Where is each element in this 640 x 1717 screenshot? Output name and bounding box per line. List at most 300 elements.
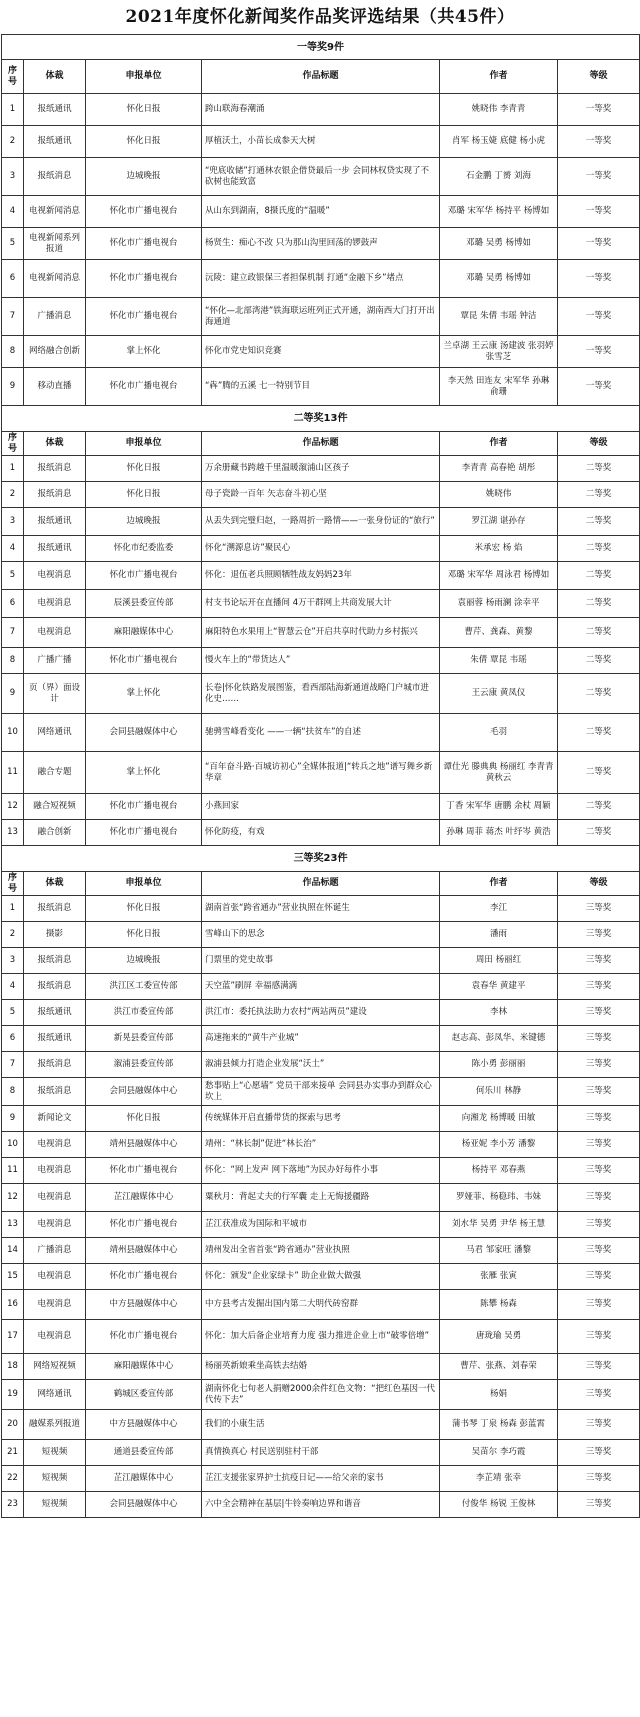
table-row xyxy=(2,260,640,298)
cell-level: 二等奖 xyxy=(558,508,640,536)
cell-genre: 电视新闻消息 xyxy=(24,260,86,298)
cell-unit: 怀化市广播电视台 xyxy=(86,1320,202,1354)
cell-no: 11 xyxy=(2,1158,24,1184)
cell-genre: 融媒系列报道 xyxy=(24,1410,86,1440)
cell-author: 袁春华 黄建平 xyxy=(440,974,558,1000)
cell-author: 杨持平 邓春燕 xyxy=(440,1158,558,1184)
cell-author: 姚晓伟 xyxy=(440,482,558,508)
cell-work-title: 怀化市党史知识竞赛 xyxy=(202,336,440,368)
header-level: 等级 xyxy=(558,60,640,94)
table-row xyxy=(2,1466,640,1492)
cell-level: 二等奖 xyxy=(558,536,640,562)
cell-author: 李天然 田连友 宋军华 孙琳 俞珊 xyxy=(440,368,558,406)
cell-no: 3 xyxy=(2,508,24,536)
cell-work-title: “犇”腾的五溪 七一特别节目 xyxy=(202,368,440,406)
cell-no: 15 xyxy=(2,1264,24,1290)
cell-no: 2 xyxy=(2,922,24,948)
cell-author: 曹芹、张燕、刘春荣 xyxy=(440,1354,558,1380)
cell-no: 17 xyxy=(2,1320,24,1354)
cell-work-title: 慢火车上的“带货达人” xyxy=(202,648,440,674)
cell-work-title: 长卷|怀化铁路发展图鉴，看西部陆海新通道战略门户城市进化史…… xyxy=(202,674,440,714)
cell-unit: 怀化市广播电视台 xyxy=(86,1212,202,1238)
cell-author: 陈攀 杨森 xyxy=(440,1290,558,1320)
cell-genre: 电视消息 xyxy=(24,1132,86,1158)
cell-author: 杨亚妮 李小芳 潘黎 xyxy=(440,1132,558,1158)
cell-unit: 会同县融媒体中心 xyxy=(86,1078,202,1106)
cell-unit: 怀化日报 xyxy=(86,896,202,922)
cell-level: 三等奖 xyxy=(558,948,640,974)
header-author: 作者 xyxy=(440,432,558,456)
section-title-row xyxy=(2,35,640,60)
cell-genre: 融合专题 xyxy=(24,752,86,794)
table-row xyxy=(2,1320,640,1354)
cell-work-title: 怀化：退伍老兵照顾牺牲战友妈妈23年 xyxy=(202,562,440,590)
table-row xyxy=(2,1212,640,1238)
cell-level: 二等奖 xyxy=(558,674,640,714)
cell-work-title: 麻阳特色水果用上“智慧云仓”开启共享时代助力乡村振兴 xyxy=(202,618,440,648)
cell-unit: 怀化市广播电视台 xyxy=(86,260,202,298)
cell-genre: 电视消息 xyxy=(24,1212,86,1238)
cell-level: 三等奖 xyxy=(558,1132,640,1158)
cell-level: 二等奖 xyxy=(558,590,640,618)
cell-no: 22 xyxy=(2,1466,24,1492)
cell-no: 7 xyxy=(2,298,24,336)
cell-genre: 电视消息 xyxy=(24,1264,86,1290)
header-no: 序号 xyxy=(2,872,24,896)
cell-unit: 边城晚报 xyxy=(86,948,202,974)
cell-author: 曹芹、龚森、黄黎 xyxy=(440,618,558,648)
cell-level: 二等奖 xyxy=(558,562,640,590)
cell-genre: 短视频 xyxy=(24,1466,86,1492)
cell-genre: 融合短视频 xyxy=(24,794,86,820)
cell-no: 16 xyxy=(2,1290,24,1320)
cell-author: 邓璐 宋军华 杨持平 杨博如 xyxy=(440,196,558,228)
table-row xyxy=(2,820,640,846)
table-row xyxy=(2,1106,640,1132)
cell-genre: 电视消息 xyxy=(24,1184,86,1212)
cell-work-title: 杨贤生：痴心不改 只为那山沟里回荡的锣鼓声 xyxy=(202,228,440,260)
table-row xyxy=(2,456,640,482)
cell-work-title: “兜底收储”打通林农银企借贷最后一步 会同林权贷实现了不砍树也能致富 xyxy=(202,158,440,196)
cell-genre: 短视频 xyxy=(24,1440,86,1466)
table-row xyxy=(2,482,640,508)
table-row xyxy=(2,1184,640,1212)
table-row xyxy=(2,648,640,674)
cell-no: 2 xyxy=(2,482,24,508)
cell-no: 8 xyxy=(2,648,24,674)
header-genre: 体裁 xyxy=(24,432,86,456)
cell-genre: 报纸消息 xyxy=(24,482,86,508)
cell-genre: 电视消息 xyxy=(24,618,86,648)
cell-work-title: 湖南首张“跨省通办”营业执照在怀诞生 xyxy=(202,896,440,922)
cell-genre: 广播消息 xyxy=(24,298,86,336)
table-row xyxy=(2,1000,640,1026)
cell-level: 三等奖 xyxy=(558,974,640,1000)
cell-no: 5 xyxy=(2,1000,24,1026)
cell-work-title: 从丢失到完璧归赵，一路周折一路情——一张身份证的“旅行” xyxy=(202,508,440,536)
cell-work-title: 怀化“溯源息访”聚民心 xyxy=(202,536,440,562)
table-row xyxy=(2,126,640,158)
cell-level: 一等奖 xyxy=(558,368,640,406)
cell-author: 李芷靖 张幸 xyxy=(440,1466,558,1492)
cell-unit: 靖州县融媒体中心 xyxy=(86,1132,202,1158)
cell-level: 三等奖 xyxy=(558,1466,640,1492)
cell-level: 三等奖 xyxy=(558,1106,640,1132)
cell-unit: 中方县融媒体中心 xyxy=(86,1290,202,1320)
cell-level: 三等奖 xyxy=(558,1052,640,1078)
cell-genre: 电视消息 xyxy=(24,1158,86,1184)
cell-unit: 新晃县委宣传部 xyxy=(86,1026,202,1052)
cell-unit: 鹤城区委宣传部 xyxy=(86,1380,202,1410)
cell-unit: 怀化市广播电视台 xyxy=(86,794,202,820)
cell-author: 邓璐 吴勇 杨博如 xyxy=(440,260,558,298)
cell-author: 杨娟 xyxy=(440,1380,558,1410)
cell-level: 一等奖 xyxy=(558,260,640,298)
cell-unit: 怀化市广播电视台 xyxy=(86,648,202,674)
cell-work-title: 村支书论坛开在直播间 4万干群网上共商发展大计 xyxy=(202,590,440,618)
cell-author: 李江 xyxy=(440,896,558,922)
cell-work-title: “百年奋斗路·百城访初心”全媒体报道|“转兵之地”谱写舞乡新华章 xyxy=(202,752,440,794)
table-row xyxy=(2,1440,640,1466)
cell-genre: 报纸消息 xyxy=(24,896,86,922)
cell-author: 孙琳 周菲 蒋杰 叶纾岑 黄浩 xyxy=(440,820,558,846)
cell-author: 李林 xyxy=(440,1000,558,1026)
table-row xyxy=(2,536,640,562)
cell-author: 何乐川 林静 xyxy=(440,1078,558,1106)
cell-level: 三等奖 xyxy=(558,1212,640,1238)
cell-level: 一等奖 xyxy=(558,94,640,126)
cell-no: 5 xyxy=(2,228,24,260)
cell-work-title: “怀化—北部湾港”铁海联运班列正式开通，湖南西大门打开出海通道 xyxy=(202,298,440,336)
cell-author: 李青青 高春艳 胡彤 xyxy=(440,456,558,482)
table-row xyxy=(2,674,640,714)
cell-work-title: 粟秋月：背起丈夫的行军囊 走上无悔援疆路 xyxy=(202,1184,440,1212)
cell-author: 马君 邹家旺 潘黎 xyxy=(440,1238,558,1264)
cell-work-title: 怀化：颁发“企业家绿卡” 助企业做大做强 xyxy=(202,1264,440,1290)
section-title: 三等奖23件 xyxy=(2,846,640,872)
header-level: 等级 xyxy=(558,432,640,456)
table-row xyxy=(2,1052,640,1078)
cell-author: 谭仕光 滕典典 杨丽红 李青青 黄秋云 xyxy=(440,752,558,794)
cell-unit: 中方县融媒体中心 xyxy=(86,1410,202,1440)
cell-unit: 怀化市广播电视台 xyxy=(86,368,202,406)
cell-no: 8 xyxy=(2,1078,24,1106)
cell-level: 一等奖 xyxy=(558,228,640,260)
cell-unit: 边城晚报 xyxy=(86,158,202,196)
header-genre: 体裁 xyxy=(24,872,86,896)
table-row xyxy=(2,1264,640,1290)
cell-genre: 移动直播 xyxy=(24,368,86,406)
table-row xyxy=(2,1078,640,1106)
cell-no: 14 xyxy=(2,1238,24,1264)
cell-no: 10 xyxy=(2,1132,24,1158)
cell-genre: 报纸消息 xyxy=(24,974,86,1000)
header-row xyxy=(2,60,640,94)
cell-genre: 摄影 xyxy=(24,922,86,948)
cell-level: 三等奖 xyxy=(558,1354,640,1380)
cell-author: 向湘龙 杨博暖 田敏 xyxy=(440,1106,558,1132)
cell-work-title: 小燕回家 xyxy=(202,794,440,820)
table-row xyxy=(2,1132,640,1158)
table-row xyxy=(2,1410,640,1440)
table-row xyxy=(2,618,640,648)
cell-level: 三等奖 xyxy=(558,896,640,922)
cell-no: 13 xyxy=(2,1212,24,1238)
cell-author: 吴苗尔 李巧霞 xyxy=(440,1440,558,1466)
cell-unit: 怀化日报 xyxy=(86,456,202,482)
cell-author: 米承宏 杨 焰 xyxy=(440,536,558,562)
cell-no: 1 xyxy=(2,94,24,126)
cell-unit: 辰溪县委宣传部 xyxy=(86,590,202,618)
cell-author: 周田 杨丽红 xyxy=(440,948,558,974)
cell-work-title: 芷江获准成为国际和平城市 xyxy=(202,1212,440,1238)
table-row xyxy=(2,1380,640,1410)
cell-author: 覃昆 朱倩 韦瑶 钟洁 xyxy=(440,298,558,336)
cell-author: 唐珑瑜 吴勇 xyxy=(440,1320,558,1354)
cell-genre: 广播广播 xyxy=(24,648,86,674)
cell-work-title: 溆浦县倾力打造企业发展“沃土” xyxy=(202,1052,440,1078)
cell-level: 三等奖 xyxy=(558,1158,640,1184)
cell-genre: 报纸消息 xyxy=(24,1078,86,1106)
header-unit: 申报单位 xyxy=(86,60,202,94)
cell-work-title: 我们的小康生活 xyxy=(202,1410,440,1440)
table-row xyxy=(2,922,640,948)
cell-no: 7 xyxy=(2,1052,24,1078)
cell-genre: 融合创新 xyxy=(24,820,86,846)
cell-author: 刘水华 吴勇 尹华 杨王慧 xyxy=(440,1212,558,1238)
header-work: 作品标题 xyxy=(202,60,440,94)
table-row xyxy=(2,590,640,618)
cell-genre: 网络短视频 xyxy=(24,1354,86,1380)
cell-work-title: 万余册藏书跨越千里温暖溆浦山区孩子 xyxy=(202,456,440,482)
cell-genre: 电视消息 xyxy=(24,1290,86,1320)
cell-genre: 报纸通讯 xyxy=(24,126,86,158)
cell-genre: 报纸消息 xyxy=(24,1052,86,1078)
cell-unit: 洪江区工委宣传部 xyxy=(86,974,202,1000)
cell-author: 潘雨 xyxy=(440,922,558,948)
table-row xyxy=(2,1492,640,1518)
table-row xyxy=(2,158,640,196)
cell-no: 12 xyxy=(2,1184,24,1212)
cell-no: 3 xyxy=(2,948,24,974)
cell-no: 4 xyxy=(2,196,24,228)
cell-unit: 边城晚报 xyxy=(86,508,202,536)
cell-work-title: 靖州发出全省首张“跨省通办”营业执照 xyxy=(202,1238,440,1264)
cell-genre: 电视新闻系列报道 xyxy=(24,228,86,260)
cell-level: 三等奖 xyxy=(558,1320,640,1354)
cell-unit: 通道县委宣传部 xyxy=(86,1440,202,1466)
cell-no: 6 xyxy=(2,1026,24,1052)
cell-work-title: 驰骋雪峰看变化 ——一辆“扶贫车”的自述 xyxy=(202,714,440,752)
cell-work-title: 愁事贴上“心愿墙” 党员干部来接单 会同县办实事办到群众心坎上 xyxy=(202,1078,440,1106)
cell-unit: 怀化日报 xyxy=(86,94,202,126)
cell-level: 二等奖 xyxy=(558,456,640,482)
cell-work-title: 洪江市：委托执法助力农村“两站两员”建设 xyxy=(202,1000,440,1026)
cell-genre: 新闻论文 xyxy=(24,1106,86,1132)
cell-genre: 短视频 xyxy=(24,1492,86,1518)
section-title-row xyxy=(2,846,640,872)
cell-level: 二等奖 xyxy=(558,714,640,752)
cell-level: 三等奖 xyxy=(558,1290,640,1320)
cell-no: 18 xyxy=(2,1354,24,1380)
cell-level: 二等奖 xyxy=(558,618,640,648)
cell-unit: 会同县融媒体中心 xyxy=(86,1492,202,1518)
cell-work-title: 跨山联海春潮涌 xyxy=(202,94,440,126)
cell-no: 3 xyxy=(2,158,24,196)
cell-work-title: 雪峰山下的思念 xyxy=(202,922,440,948)
cell-unit: 怀化市广播电视台 xyxy=(86,196,202,228)
table-row xyxy=(2,714,640,752)
cell-author: 邓璐 吴勇 杨博如 xyxy=(440,228,558,260)
cell-work-title: 芷江支援张家界护士抗疫日记——给父亲的家书 xyxy=(202,1466,440,1492)
section-title: 二等奖13件 xyxy=(2,406,640,432)
cell-genre: 电视消息 xyxy=(24,590,86,618)
table-row xyxy=(2,752,640,794)
cell-level: 三等奖 xyxy=(558,1492,640,1518)
cell-author: 王云康 黄凤仪 xyxy=(440,674,558,714)
cell-work-title: 门票里的党史故事 xyxy=(202,948,440,974)
cell-author: 兰卓湖 王云康 汤建波 张羽婷 张雪芝 xyxy=(440,336,558,368)
cell-work-title: 怀化：“网上发声 网下落地”为民办好每件小事 xyxy=(202,1158,440,1184)
cell-level: 三等奖 xyxy=(558,1264,640,1290)
cell-author: 肖军 杨玉婕 底健 杨小虎 xyxy=(440,126,558,158)
table-row xyxy=(2,228,640,260)
cell-level: 一等奖 xyxy=(558,126,640,158)
cell-no: 10 xyxy=(2,714,24,752)
table-row xyxy=(2,1026,640,1052)
cell-level: 二等奖 xyxy=(558,752,640,794)
cell-author: 蒲书琴 丁泉 杨森 彭蓝霄 xyxy=(440,1410,558,1440)
cell-genre: 广播消息 xyxy=(24,1238,86,1264)
cell-work-title: 六中全会精神在基层|牛铃奏响边界和谐音 xyxy=(202,1492,440,1518)
cell-no: 2 xyxy=(2,126,24,158)
cell-unit: 怀化日报 xyxy=(86,482,202,508)
cell-genre: 网络通讯 xyxy=(24,1380,86,1410)
cell-genre: 电视消息 xyxy=(24,1320,86,1354)
cell-unit: 靖州县融媒体中心 xyxy=(86,1238,202,1264)
header-no: 序号 xyxy=(2,432,24,456)
cell-genre: 页（界）面设计 xyxy=(24,674,86,714)
cell-genre: 报纸消息 xyxy=(24,948,86,974)
cell-work-title: 沅陵：建立政银保三者担保机制 打通“金融下乡”堵点 xyxy=(202,260,440,298)
cell-author: 陈小勇 彭丽丽 xyxy=(440,1052,558,1078)
cell-unit: 掌上怀化 xyxy=(86,752,202,794)
cell-author: 石金鹏 丁赟 刘海 xyxy=(440,158,558,196)
cell-level: 二等奖 xyxy=(558,794,640,820)
cell-no: 9 xyxy=(2,368,24,406)
page-title: 2021年度怀化新闻奖作品奖评选结果（共45件） xyxy=(125,7,515,27)
results-table xyxy=(1,34,640,1518)
cell-level: 二等奖 xyxy=(558,648,640,674)
cell-genre: 报纸消息 xyxy=(24,456,86,482)
cell-level: 一等奖 xyxy=(558,196,640,228)
header-work: 作品标题 xyxy=(202,872,440,896)
cell-level: 三等奖 xyxy=(558,1184,640,1212)
cell-work-title: 怀化防疫，有戏 xyxy=(202,820,440,846)
cell-unit: 怀化市纪委监委 xyxy=(86,536,202,562)
cell-no: 1 xyxy=(2,896,24,922)
cell-level: 三等奖 xyxy=(558,1440,640,1466)
results-table-body xyxy=(2,35,640,1518)
table-row xyxy=(2,948,640,974)
header-work: 作品标题 xyxy=(202,432,440,456)
table-row xyxy=(2,196,640,228)
cell-unit: 芷江融媒体中心 xyxy=(86,1466,202,1492)
table-row xyxy=(2,298,640,336)
cell-author: 付俊华 杨锐 王俊林 xyxy=(440,1492,558,1518)
header-author: 作者 xyxy=(440,872,558,896)
cell-unit: 麻阳融媒体中心 xyxy=(86,1354,202,1380)
cell-level: 一等奖 xyxy=(558,336,640,368)
cell-no: 7 xyxy=(2,618,24,648)
cell-author: 袁丽蓉 杨雨澜 涂幸平 xyxy=(440,590,558,618)
table-row xyxy=(2,368,640,406)
cell-unit: 麻阳融媒体中心 xyxy=(86,618,202,648)
cell-unit: 怀化市广播电视台 xyxy=(86,820,202,846)
cell-unit: 掌上怀化 xyxy=(86,674,202,714)
cell-no: 4 xyxy=(2,536,24,562)
cell-genre: 报纸消息 xyxy=(24,158,86,196)
cell-author: 毛羽 xyxy=(440,714,558,752)
table-row xyxy=(2,974,640,1000)
cell-work-title: 厚植沃土，小苗长成参天大树 xyxy=(202,126,440,158)
cell-no: 4 xyxy=(2,974,24,1000)
cell-genre: 报纸通讯 xyxy=(24,536,86,562)
table-row xyxy=(2,794,640,820)
cell-work-title: 杨丽英新娘乘坐高铁去结婚 xyxy=(202,1354,440,1380)
cell-work-title: 传统媒体开启直播带货的探索与思考 xyxy=(202,1106,440,1132)
cell-author: 丁香 宋军华 唐鹏 余杖 周颖 xyxy=(440,794,558,820)
table-row xyxy=(2,1290,640,1320)
cell-genre: 网络通讯 xyxy=(24,714,86,752)
cell-unit: 怀化市广播电视台 xyxy=(86,562,202,590)
cell-level: 一等奖 xyxy=(558,298,640,336)
cell-unit: 怀化日报 xyxy=(86,1106,202,1132)
cell-no: 9 xyxy=(2,674,24,714)
cell-no: 19 xyxy=(2,1380,24,1410)
header-row xyxy=(2,432,640,456)
cell-work-title: 真情换真心 村民送别驻村干部 xyxy=(202,1440,440,1466)
cell-no: 20 xyxy=(2,1410,24,1440)
cell-level: 三等奖 xyxy=(558,1380,640,1410)
table-row xyxy=(2,508,640,536)
header-genre: 体裁 xyxy=(24,60,86,94)
cell-author: 罗江湖 谌孙存 xyxy=(440,508,558,536)
header-level: 等级 xyxy=(558,872,640,896)
cell-no: 6 xyxy=(2,260,24,298)
table-row xyxy=(2,1354,640,1380)
section-title-row xyxy=(2,406,640,432)
cell-unit: 怀化市广播电视台 xyxy=(86,1158,202,1184)
cell-level: 三等奖 xyxy=(558,1078,640,1106)
cell-genre: 报纸通讯 xyxy=(24,94,86,126)
cell-level: 二等奖 xyxy=(558,482,640,508)
cell-no: 12 xyxy=(2,794,24,820)
table-row xyxy=(2,1158,640,1184)
cell-work-title: 从山东到湖南，8摄氏度的“温暖” xyxy=(202,196,440,228)
section-title: 一等奖9件 xyxy=(2,35,640,60)
cell-genre: 报纸通讯 xyxy=(24,508,86,536)
header-unit: 申报单位 xyxy=(86,432,202,456)
cell-author: 朱倩 覃昆 韦瑶 xyxy=(440,648,558,674)
cell-work-title: 湖南怀化七旬老人捐赠2000余件红色文物：“把红色基因一代代传下去” xyxy=(202,1380,440,1410)
cell-unit: 掌上怀化 xyxy=(86,336,202,368)
cell-author: 张雁 张寅 xyxy=(440,1264,558,1290)
cell-author: 罗娅菲、杨稳玮、韦妹 xyxy=(440,1184,558,1212)
cell-no: 1 xyxy=(2,456,24,482)
cell-unit: 怀化日报 xyxy=(86,922,202,948)
cell-genre: 报纸通讯 xyxy=(24,1026,86,1052)
